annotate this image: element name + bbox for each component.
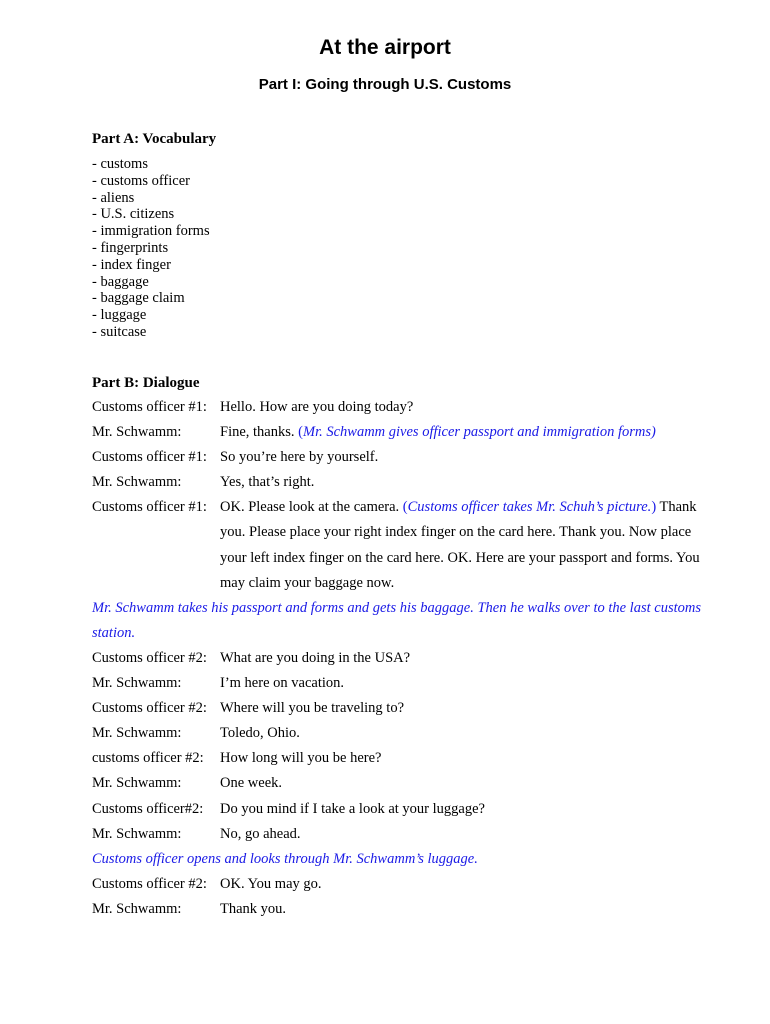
speaker: Customs officer #2:: [92, 649, 207, 666]
speech: Do you mind if I take a look at your luggage?: [220, 800, 485, 817]
stage-direction: Mr. Schwamm gives officer passport and immigration forms): [302, 424, 656, 441]
speech-text: OK. Please look at the camera.: [220, 499, 403, 516]
stage-paren: (: [402, 499, 408, 516]
vocabulary-item: - aliens: [92, 189, 135, 206]
vocabulary-list: [92, 156, 210, 341]
dialogue-line: [92, 872, 712, 897]
vocabulary-item: - suitcase: [92, 323, 147, 340]
speech: How long will you be here?: [220, 750, 382, 767]
speech: [220, 495, 712, 595]
speech: Thank you.: [220, 900, 287, 917]
speech: OK. You may go.: [220, 875, 322, 892]
stage-paren: ): [651, 499, 657, 516]
speech: Yes, that’s right.: [220, 474, 315, 491]
dialogue-line: [92, 721, 712, 746]
speech: So you’re here by yourself.: [220, 449, 379, 466]
stage-direction: Customs officer takes Mr. Schuh’s picture.: [407, 499, 652, 516]
dialogue: [92, 395, 712, 922]
speaker: Mr. Schwamm:: [92, 825, 182, 842]
speaker: Customs officer #2:: [92, 875, 207, 892]
speaker: Mr. Schwamm:: [92, 474, 182, 491]
speaker: Mr. Schwamm:: [92, 424, 182, 441]
speech: Where will you be traveling to?: [220, 700, 405, 717]
stage-direction: Mr. Schwamm takes his passport and forms and gets his baggage. Then he walks over to the last customs station.: [92, 599, 701, 641]
dialogue-line: [92, 445, 712, 470]
vocabulary-heading: Part A: Vocabulary: [92, 131, 217, 147]
speech: What are you doing in the USA?: [220, 649, 411, 666]
page-title: At the airport: [319, 36, 451, 59]
speaker: Customs officer #1:: [92, 449, 207, 466]
dialogue-line: [92, 797, 712, 822]
speech: No, go ahead.: [220, 825, 301, 842]
dialogue-line: [92, 395, 712, 420]
speaker: Customs officer #2:: [92, 700, 207, 717]
speech: Hello. How are you doing today?: [220, 399, 414, 415]
vocabulary-item: - customs officer: [92, 172, 190, 189]
speech-text: Thank you. Please place your right index finger on the card here. Thank you. Now place your left index finger on the card here. OK. Here are your passport and forms. You may claim your baggage now.: [220, 499, 700, 591]
dialogue-line: [92, 822, 712, 847]
vocabulary-item: - baggage claim: [92, 290, 185, 307]
vocabulary-item: - fingerprints: [92, 239, 169, 256]
vocabulary-item: - baggage: [92, 273, 149, 290]
dialogue-line: [92, 671, 712, 696]
speaker: Mr. Schwamm:: [92, 900, 182, 917]
dialogue-heading: Part B: Dialogue: [92, 375, 200, 391]
speech: [220, 420, 712, 445]
dialogue-line: [92, 696, 712, 721]
vocabulary-item: - U.S. citizens: [92, 206, 175, 223]
speaker: Mr. Schwamm:: [92, 725, 182, 742]
stage-direction: Customs officer opens and looks through Mr. Schwamm’s luggage.: [92, 850, 478, 867]
speaker: Mr. Schwamm:: [92, 675, 182, 692]
speaker: customs officer #2:: [92, 750, 204, 767]
speaker: Customs officer#2:: [92, 800, 204, 817]
speaker: Mr. Schwamm:: [92, 775, 182, 792]
speech-text: Fine, thanks.: [220, 424, 299, 441]
vocabulary-item: - customs: [92, 156, 148, 172]
vocabulary-item: - index finger: [92, 256, 171, 273]
speech: One week.: [220, 775, 283, 792]
speaker: Customs officer #1:: [92, 399, 207, 415]
dialogue-line: [92, 746, 712, 771]
vocabulary-item: - immigration forms: [92, 223, 210, 240]
speech: I’m here on vacation.: [220, 675, 345, 692]
dialogue-line: [92, 771, 712, 796]
dialogue-line: [92, 420, 712, 445]
stage-paren: (: [298, 424, 303, 441]
dialogue-line: [92, 897, 712, 922]
dialogue-line: [92, 495, 712, 595]
vocabulary-item: - luggage: [92, 307, 147, 324]
dialogue-line: [92, 646, 712, 671]
page-subtitle: Part I: Going through U.S. Customs: [258, 76, 512, 93]
speaker: Customs officer #1:: [92, 499, 207, 516]
dialogue-line: [92, 470, 712, 495]
speech: Toledo, Ohio.: [220, 725, 300, 742]
